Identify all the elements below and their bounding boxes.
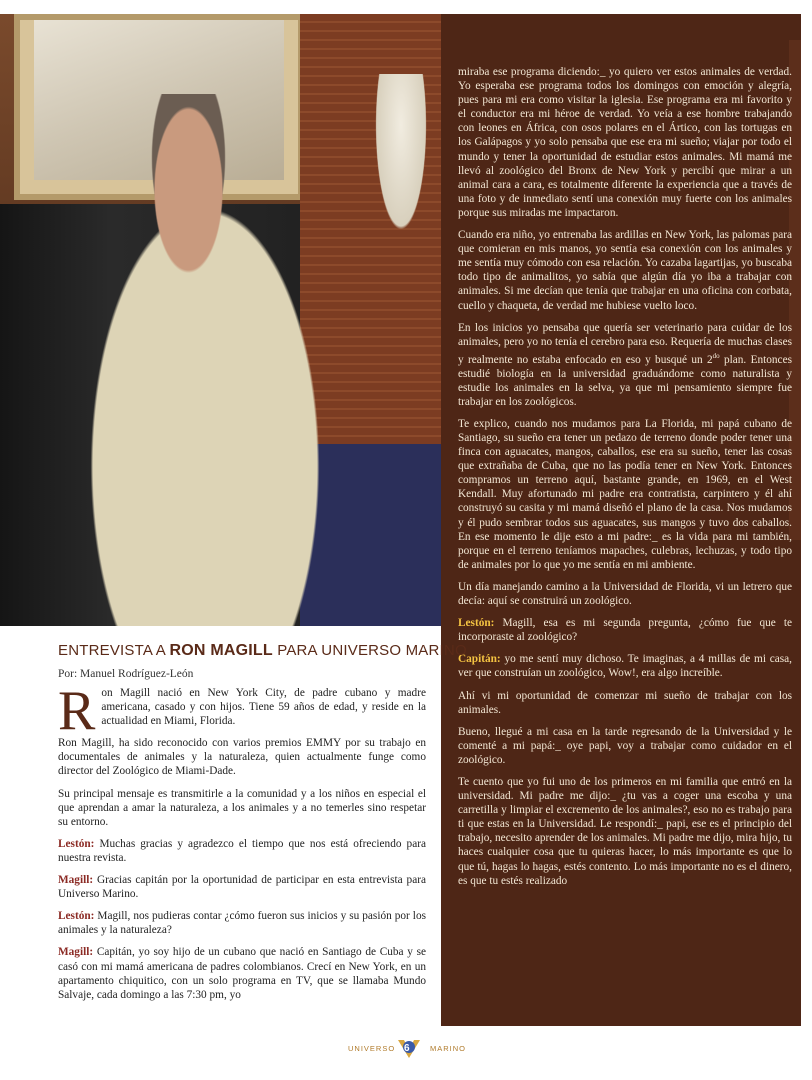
right-paragraph-6: Ahí vi mi oportunidad de comenzar mi sueño de trabajar con los animales. bbox=[458, 689, 792, 716]
intro-paragraph: Ron Magill nació en New York City, de padre cubano y madre americana, casado y con hijos. Tiene 59 años de edad, y reside en la actualidad en Miami, Florida. bbox=[58, 680, 426, 742]
question-3: Lestón: Magill, esa es mi segunda pregunta, ¿cómo fue que te incorporaste al zoológico? bbox=[458, 617, 792, 644]
answer-2: Magill: Capitán, yo soy hijo de un cubano que nació en Santiago de Cuba y se casó con mi mamá americana de padres colombianos. Crecí en New York, en un apartamento chiquitico, con un solo programa en TV, que se llamaba Mundo Salvaje, cada domingo a las 7:30 pm, yo bbox=[58, 946, 426, 1001]
page-number: 6 bbox=[404, 1043, 410, 1054]
left-column bbox=[58, 680, 426, 1010]
left-paragraph-2: Ron Magill, ha sido reconocido con varios premios EMMY por su trabajo en documentales de animales y la naturaleza, quien actualmente funge como director del Zoológico de Miami-Dade. bbox=[58, 737, 426, 778]
page-footer bbox=[340, 1036, 470, 1064]
answer-1: Magill: Gracias capitán por la oportunidad de participar en esta entrevista para Universo Marino. bbox=[58, 874, 426, 901]
right-paragraph-3: En los inicios yo pensaba que quería ser veterinario para cuidar de los animales, pero yo no tenía el cerebro para eso. Requería de muchas clases y realmente no estaba enfocado en eso y busqué un $2^{do}$ plan. Entonces estudié biología en la universidad graduándome como naturalista y estudie los animales en la selva, ya que mi pensamiento siempre fue trabajar en los zoológicos. bbox=[458, 321, 792, 408]
right-paragraph-7: Bueno, llegué a mi casa en la tarde regresando de la Universidad y le comenté a mi papá:_ oye papi, voy a trabajar como cuidador en el zoológico. bbox=[458, 725, 792, 766]
ron-magill-portrait bbox=[40, 94, 370, 626]
drop-cap: R bbox=[58, 680, 96, 742]
right-column bbox=[458, 65, 792, 896]
question-1: Lestón: Muchas gracias y agradezco el tiempo que nos está ofreciendo para nuestra revista. bbox=[58, 837, 426, 864]
interview-photo bbox=[0, 14, 441, 626]
right-paragraph-4: Te explico, cuando nos mudamos para La Florida, mi papá cubano de Santiago, su sueño era tener un pedazo de terreno donde poder tener una finca con aguacates, mangos, caballos, ese era su sueño, tener las cosas que extrañaba de Cuba, que no las podía tener en New York. Entonces compramos un terreno aquí, bastante grande, en 1969, en el West Kendall. Muy afortunado mi padre era contratista, carpintero y él ahí construyó su casita y mi mamá diseñó el plano de la casa. Nos mudamos y él pudo sembrar todos sus aguacates, sus mangos y tuvo dos caballos. En ese momento le dije esto a mi padre:_ es la vida para mi también, porque en el terreno teníamos mapaches, culebras, lechuzas, y todo tipo de animales por lo que yo me sentía en mi ambiente. bbox=[458, 417, 792, 571]
left-paragraph-3: Su principal mensaje es transmitirle a la comunidad y a los niños en especial el que aprendan a amar la naturaleza, a los animales y a no temerles sino respetar su entorno. bbox=[58, 787, 426, 828]
right-paragraph-1: miraba ese programa diciendo:_ yo quiero ver estos animales de verdad. Yo esperaba ese programa todos los domingos con emoción y alegría, pues para mi era como visitar la iglesia. Ese programa era mi favorito y el conductor era mi héroe de verdad. Yo veía a ese hombre trabajando con leones en África, con osos polares en el Ártico, con las tortugas en los Galápagos y yo solo pensaba que ese era mi sueño; viajar por todo el mundo y tener la oportunidad de estudiar estos animales. Mi mamá me llevó al zoológico del Bronx de New York y percibí que mirar a un animal cara a cara, es totalmente diferente la experiencia que a través de una foto y de inmediato sentí una conexión muy fuerte con los animales porque sus miradas me impactaron. bbox=[458, 66, 792, 219]
antelope-skull bbox=[372, 74, 430, 244]
right-paragraph-5: Un día manejando camino a la Universidad de Florida, vi un letrero que decía: aquí se construirá un zoológico. bbox=[458, 580, 792, 608]
footer-brand-left: UNIVERSO bbox=[348, 1044, 396, 1053]
right-paragraph-8: Te cuento que yo fui uno de los primeros en mi familia que entró en la universidad. Mi padre me dijo:_ ¿tu vas a coger una escoba y una carretilla y limpiar el excremento de los animales?, eso no es trabajo para ti que estas en la Universidad. Le respondí:_ papi, ese es el principio del trabajo, necesito aprender de los animales. Mi padre me dijo, mira hijo, tu haces cualquier cosa que tu quieras hacer, lo más importante es que lo que tú, hagas lo hagas, estés contento. Lo más importante no es el dinero, es que tu estés realizado bbox=[458, 775, 792, 887]
question-2: Lestón: Magill, nos pudieras contar ¿cómo fueron sus inicios y su pasión por los animales y la naturaleza? bbox=[58, 910, 426, 937]
right-paragraph-2: Cuando era niño, yo entrenaba las ardillas en New York, las palomas para que comieran en mis manos, yo sentía esa conexión con los animales y me sentía muy cómodo con esa relación. Yo cazaba lagartijas, yo buscaba todo tipo de animalitos, yo sabía que algún día yo iba a trabajar con animales. Si me decían que tenía que trabajar en una oficina con corbata, cuello y chaqueta, de verdad me hubiese vuelto loco. bbox=[458, 229, 792, 312]
footer-brand-right: MARINO bbox=[430, 1044, 466, 1053]
byline: Por: Manuel Rodríguez-León bbox=[58, 668, 194, 680]
article-headline: ENTREVISTA A RON MAGILL PARA UNIVERSO MARINO bbox=[58, 642, 467, 659]
answer-3: Capitán: yo me sentí muy dichoso. Te imaginas, a 4 millas de mi casa, ver que construían un zoológico, Wow!, era algo increíble. bbox=[458, 653, 792, 680]
